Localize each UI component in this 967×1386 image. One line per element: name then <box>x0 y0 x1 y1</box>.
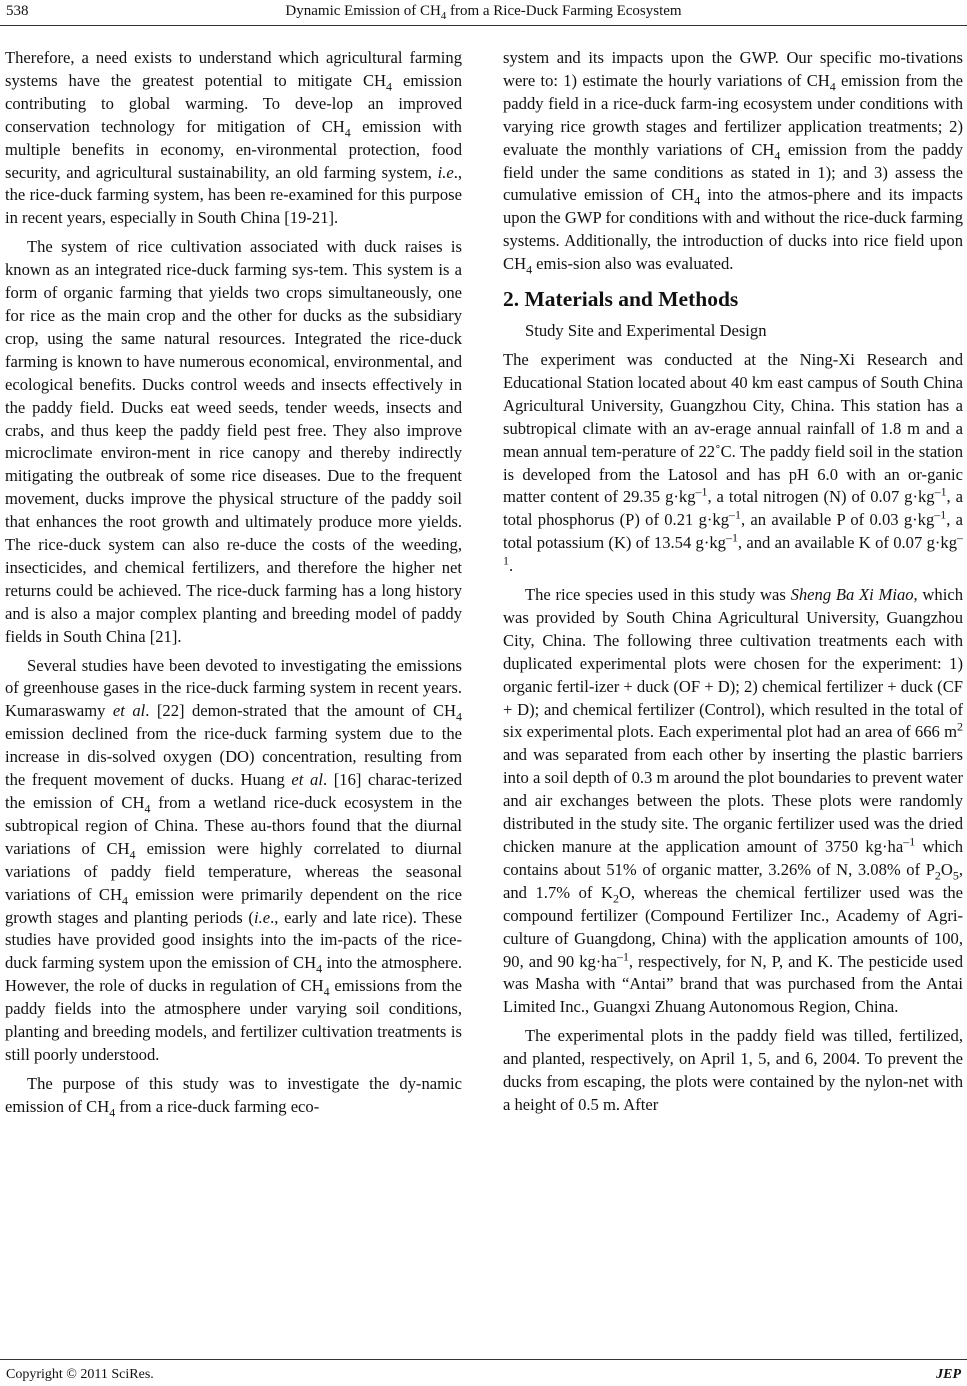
right-paragraph-3: The rice species used in this study was Sheng Ba Xi Miao, which was provided by South China Agricultural University, Guangzhou City, China. The following three cultivation treatments each with duplicated experimental plots were chosen for the experiment: 1) organic fertil-izer + duck (OF + D); 2) chemical fertilizer + duck (CF + D); and chemical fertilizer (Control), which resulted in the total of six experimental plots. Each experimental plot had an area of 666 $m^2$ and was separated from each other by inserting the plastic barriers into a soil depth of 0.3 m around the plot boundaries to prevent water and air exchanges between the plots. These plots were randomly distributed in the study site. The organic fertilizer used was the dried chicken manure at the application amount of 3750 $kg\cdot ha^{-1}$ which contains about 51% of organic matter, 3.26% of N, 3.08% of $P_2O_5$, and 1.7% of $K_2O$, whereas the chemical fertilizer used was the compound fertilizer (Compound Fertilizer Inc., Academy of Agri-culture of Guangdong, China) with the application amounts of 100, 90, and 90 $kg\cdot ha^{-1}$, respectively, for N, P, and K. The pesticide used was Masha with “Antai” brand that was purchased from the Antai Limited Inc., Guangxi Zhuang Autonomous Region, China. <box>503 585 964 1017</box>
left-paragraph-3: Several studies have been devoted to investigating the emissions of greenhouse gases in the rice-duck farming system in recent years. Kumaraswamy et al. [22] demon-strated that the amount of $CH_4$ emission declined from the rice-duck farming system due to the increase in dis-solved oxygen (DO) concentration, resulting from the frequent movement of ducks. Huang et al. [16] charac-terized the emission of $CH_4$ from a wetland rice-duck ecosystem in the subtropical region of China. These au-thors found that the diurnal variations of $CH_4$ emission were highly correlated to diurnal variations of paddy field temperature, whereas the seasonal variations of $CH_4$ emission were primarily dependent on the rice growth stages and planting periods (i.e., early and late rice). These studies have provided good insights into the im-pacts of the rice-duck farming system upon the emission of $CH_4$ into the atmosphere. However, the role of ducks in regulation of $CH_4$ emissions from the paddy fields into the atmosphere under varying soil conditions, planting and breeding models, and fertilizer cultivation treatments is still poorly understood. <box>5 655 463 1064</box>
right-paragraph-2: The experiment was conducted at the Ning-Xi Research and Educational Station located about 40 km east campus of South China Agricultural University, Guangzhou City, China. This station has a subtropical climate with an av-erage annual rainfall of 1.8 m and a mean annual tem-perature of 22˚C. The paddy field soil in the station is developed from the Latosol and has pH 6.0 with an or-ganic matter content of 29.35 $g\cdot kg^{-1}$, a total nitrogen (N) of 0.07 $g\cdot kg^{-1}$, a total phosphorus (P) of 0.21 $g\cdot kg^{-1}$, an available P of 0.03 $g\cdot kg^{-1}$, a total potassium (K) of 13.54 $g\cdot kg^{-1}$, and an available K of 0.07 $g\cdot kg^{-1}$. <box>503 349 963 576</box>
copyright-notice: Copyright © 2011 SciRes. <box>6 1367 154 1382</box>
header-rule <box>0 25 967 26</box>
left-column <box>5 47 462 1125</box>
section-heading: 2. Materials and Methods <box>503 287 739 312</box>
left-paragraph-1: Therefore, a need exists to understand which agricultural farming systems have the greatest potential to mitigate $CH_4$ emission contributing to global warming. To deve-lop an improved conservation technology for mitigation of $CH_4$ emission with multiple benefits in economy, en-vironmental protection, food security, and agricultural sustainability, an old farming system, i.e., the rice-duck farming system, has been re-examined for this purpose in recent years, especially in South China [19-21]. <box>5 48 462 228</box>
journal-abbreviation: JEP <box>936 1367 961 1382</box>
right-paragraph-1: system and its impacts upon the GWP. Our specific mo-tivations were to: 1) estimate the hourly variations of $CH_4$ emission from the paddy field in a rice-duck farm-ing ecosystem under conditions with varying rice growth stages and fertilizer application treatments; 2) evaluate the monthly variations of $CH_4$ emission from the paddy field under the same conditions as stated in 1); and 3) assess the cumulative emission of $CH_4$ into the atmos-phere and its impacts upon the GWP for conditions with and without the rice-duck farming systems. Additionally, the introduction of ducks into rice field upon $CH_4$ emis-sion also was evaluated. <box>503 48 963 277</box>
right-paragraph-4: The experimental plots in the paddy field was tilled, fertilized, and planted, respectively, on April 1, 5, and 6, 2004. To prevent the ducks from escaping, the plots were contained by the nylon-net with a height of 0.5 m. After <box>503 1026 963 1114</box>
page-header <box>0 0 967 34</box>
page-number: 538 <box>6 3 29 19</box>
running-title: Dynamic Emission of $CH_4$ from a Rice-Duck Farming Ecosystem <box>285 3 682 22</box>
right-column <box>503 47 963 1123</box>
subsection-heading: Study Site and Experimental Design <box>525 321 767 341</box>
left-paragraph-2: The system of rice cultivation associated with duck raises is known as an integrated rice-duck farming sys-tem. This system is a form of organic farming that yields two crops simultaneously, one for rice as the main crop and the other for ducks as the subsidiary crop, using the same natural resources. Integrated the rice-duck farming is known to have numerous economical, environmental, and ecological benefits. Ducks control weeds and insects effectively in the paddy field. Ducks eat weed seeds, tender weeds, insects and crabs, and thus keep the paddy field pest free. They also improve microclimate environ-ment in rice canopy and thereby indirectly mitigating the outbreak of some rice diseases. Due to the frequent movement, ducks improve the physical structure of the paddy soil that enhances the root growth and ultimately produce more yields. The rice-duck system can also re-duce the costs of the weeding, insecticides, and chemical fertilizers, and therefore the higher net returns could be achieved. The rice-duck farming has a long history and is also a major complex planting and breeding model of paddy fields in South China [21]. <box>5 237 462 646</box>
left-paragraph-4: The purpose of this study was to investigate the dy-namic emission of $CH_4$ from a rice-duck farming eco- <box>5 1073 462 1120</box>
page-footer <box>0 1348 967 1386</box>
